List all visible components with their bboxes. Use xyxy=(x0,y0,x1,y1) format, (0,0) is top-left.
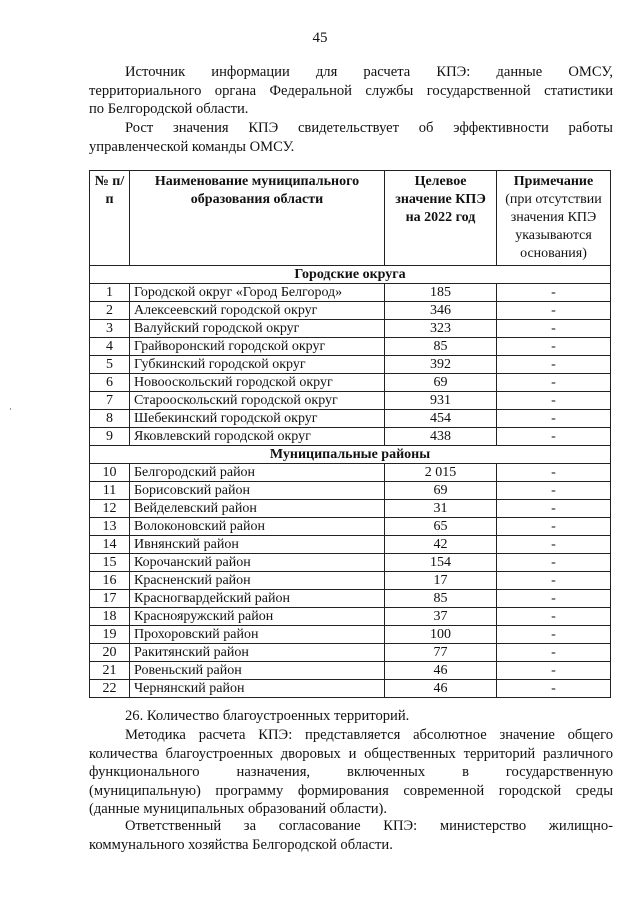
row-note: - xyxy=(497,464,611,482)
row-name: Корочанский район xyxy=(130,554,385,572)
row-number: 19 xyxy=(90,626,130,644)
table-row xyxy=(90,554,611,572)
row-target-value: 37 xyxy=(385,608,497,626)
table-row xyxy=(90,428,611,446)
source-line-3: по Белгородской области. xyxy=(89,101,249,117)
row-number: 18 xyxy=(90,608,130,626)
table-header-row xyxy=(90,171,611,266)
row-name: Красногвардейский район xyxy=(130,590,385,608)
row-number: 20 xyxy=(90,644,130,662)
row-number: 11 xyxy=(90,482,130,500)
row-name: Старооскольский городской округ xyxy=(130,392,385,410)
row-note: - xyxy=(497,572,611,590)
row-number: 22 xyxy=(90,680,130,698)
row-note: - xyxy=(497,374,611,392)
row-name: Ивнянский район xyxy=(130,536,385,554)
method-line-5: (данные муниципальных образований области). xyxy=(89,801,388,817)
table-row xyxy=(90,500,611,518)
responsible-paragraph xyxy=(89,817,613,854)
table-row xyxy=(90,518,611,536)
row-note: - xyxy=(497,590,611,608)
method-line-3: функционального назначения, включенных в государственную xyxy=(89,764,613,780)
row-target-value: 65 xyxy=(385,518,497,536)
row-name: Борисовский район xyxy=(130,482,385,500)
row-note: - xyxy=(497,392,611,410)
row-target-value: 85 xyxy=(385,590,497,608)
source-line-2: территориального органа Федеральной службы государственной статистики xyxy=(89,82,613,99)
row-name: Вейделевский район xyxy=(130,500,385,518)
kpe-table xyxy=(89,170,611,698)
table-row xyxy=(90,680,611,698)
row-target-value: 31 xyxy=(385,500,497,518)
row-number: 4 xyxy=(90,338,130,356)
table-row xyxy=(90,608,611,626)
row-number: 3 xyxy=(90,320,130,338)
row-note: - xyxy=(497,320,611,338)
row-target-value: 69 xyxy=(385,482,497,500)
row-number: 8 xyxy=(90,410,130,428)
row-name: Губкинский городской округ xyxy=(130,356,385,374)
section26-title: 26. Количество благоустроенных территорий. xyxy=(125,708,410,724)
method-paragraph xyxy=(89,726,613,819)
table-row xyxy=(90,644,611,662)
row-number: 1 xyxy=(90,284,130,302)
table-row xyxy=(90,464,611,482)
table-row xyxy=(90,284,611,302)
row-note: - xyxy=(497,518,611,536)
row-number: 12 xyxy=(90,500,130,518)
row-target-value: 454 xyxy=(385,410,497,428)
responsible-line-1: Ответственный за согласование КПЭ: министерство жилищно- xyxy=(125,818,613,834)
growth-line-1: Рост значения КПЭ свидетельствует об эффективности работы xyxy=(125,120,613,136)
header-note xyxy=(497,171,611,266)
page-number: 45 xyxy=(312,30,328,46)
source-line-1: Источник информации для расчета КПЭ: данные ОМСУ, xyxy=(125,64,613,80)
header-note-title: Примечание xyxy=(513,174,594,189)
row-target-value: 46 xyxy=(385,662,497,680)
row-target-value: 46 xyxy=(385,680,497,698)
row-name: Валуйский городской округ xyxy=(130,320,385,338)
section-districts-title: Муниципальные районы xyxy=(90,446,611,464)
row-target-value: 17 xyxy=(385,572,497,590)
row-note: - xyxy=(497,500,611,518)
row-number: 16 xyxy=(90,572,130,590)
row-number: 2 xyxy=(90,302,130,320)
section26-title-paragraph xyxy=(89,707,613,726)
row-note: - xyxy=(497,554,611,572)
row-note: - xyxy=(497,356,611,374)
table-row xyxy=(90,590,611,608)
row-target-value: 100 xyxy=(385,626,497,644)
row-name: Ровеньский район xyxy=(130,662,385,680)
row-name: Новооскольский городской округ xyxy=(130,374,385,392)
row-name: Городской округ «Город Белгород» xyxy=(130,284,385,302)
row-note: - xyxy=(497,482,611,500)
row-target-value: 346 xyxy=(385,302,497,320)
row-note: - xyxy=(497,302,611,320)
row-target-value: 2 015 xyxy=(385,464,497,482)
row-name: Волоконовский район xyxy=(130,518,385,536)
row-target-value: 323 xyxy=(385,320,497,338)
row-number: 7 xyxy=(90,392,130,410)
row-note: - xyxy=(497,608,611,626)
row-name: Красненский район xyxy=(130,572,385,590)
row-note: - xyxy=(497,662,611,680)
source-paragraph xyxy=(89,63,613,119)
row-target-value: 185 xyxy=(385,284,497,302)
row-name: Шебекинский городской округ xyxy=(130,410,385,428)
row-target-value: 85 xyxy=(385,338,497,356)
table-row xyxy=(90,320,611,338)
header-name: Наименование муниципального образования области xyxy=(130,171,385,266)
table-row xyxy=(90,662,611,680)
section-districts-row xyxy=(90,446,611,464)
row-note: - xyxy=(497,338,611,356)
row-note: - xyxy=(497,410,611,428)
row-target-value: 154 xyxy=(385,554,497,572)
row-number: 13 xyxy=(90,518,130,536)
row-note: - xyxy=(497,536,611,554)
method-line-2: количества благоустроенных дворовых и общественных территорий различного xyxy=(89,745,613,762)
method-line-1: Методика расчета КПЭ: представляется абсолютное значение общего xyxy=(125,727,613,743)
header-target: Целевое значение КПЭ на 2022 год xyxy=(385,171,497,266)
row-number: 10 xyxy=(90,464,130,482)
row-target-value: 77 xyxy=(385,644,497,662)
row-number: 15 xyxy=(90,554,130,572)
row-name: Чернянский район xyxy=(130,680,385,698)
row-target-value: 69 xyxy=(385,374,497,392)
row-target-value: 931 xyxy=(385,392,497,410)
row-number: 17 xyxy=(90,590,130,608)
row-target-value: 392 xyxy=(385,356,497,374)
table-row xyxy=(90,536,611,554)
section-urban-row xyxy=(90,266,611,284)
row-note: - xyxy=(497,284,611,302)
table-row xyxy=(90,482,611,500)
row-number: 14 xyxy=(90,536,130,554)
table-row xyxy=(90,410,611,428)
growth-paragraph xyxy=(89,119,613,156)
table-row xyxy=(90,338,611,356)
row-note: - xyxy=(497,626,611,644)
row-target-value: 42 xyxy=(385,536,497,554)
row-number: 21 xyxy=(90,662,130,680)
row-name: Грайворонский городской округ xyxy=(130,338,385,356)
method-line-4: (муниципальную) программу формирования современной городской среды xyxy=(89,782,613,799)
row-name: Ракитянский район xyxy=(130,644,385,662)
table-row xyxy=(90,392,611,410)
row-note: - xyxy=(497,428,611,446)
scan-mark xyxy=(10,408,11,410)
row-note: - xyxy=(497,644,611,662)
row-name: Яковлевский городской округ xyxy=(130,428,385,446)
row-name: Краснояружский район xyxy=(130,608,385,626)
table-row xyxy=(90,356,611,374)
growth-line-2: управленческой команды ОМСУ. xyxy=(89,138,295,155)
table-row xyxy=(90,302,611,320)
section-urban-title: Городские округа xyxy=(90,266,611,284)
table-row xyxy=(90,572,611,590)
row-name: Прохоровский район xyxy=(130,626,385,644)
row-target-value: 438 xyxy=(385,428,497,446)
table-row xyxy=(90,374,611,392)
header-num: № п/п xyxy=(90,171,130,266)
row-number: 5 xyxy=(90,356,130,374)
row-number: 6 xyxy=(90,374,130,392)
row-name: Алексеевский городской округ xyxy=(130,302,385,320)
responsible-line-2: коммунального хозяйства Белгородской области. xyxy=(89,836,393,853)
row-name: Белгородский район xyxy=(130,464,385,482)
header-note-text: (при отсутствии значения КПЭ указываются основания) xyxy=(505,192,602,261)
table-row xyxy=(90,626,611,644)
row-note: - xyxy=(497,680,611,698)
row-number: 9 xyxy=(90,428,130,446)
